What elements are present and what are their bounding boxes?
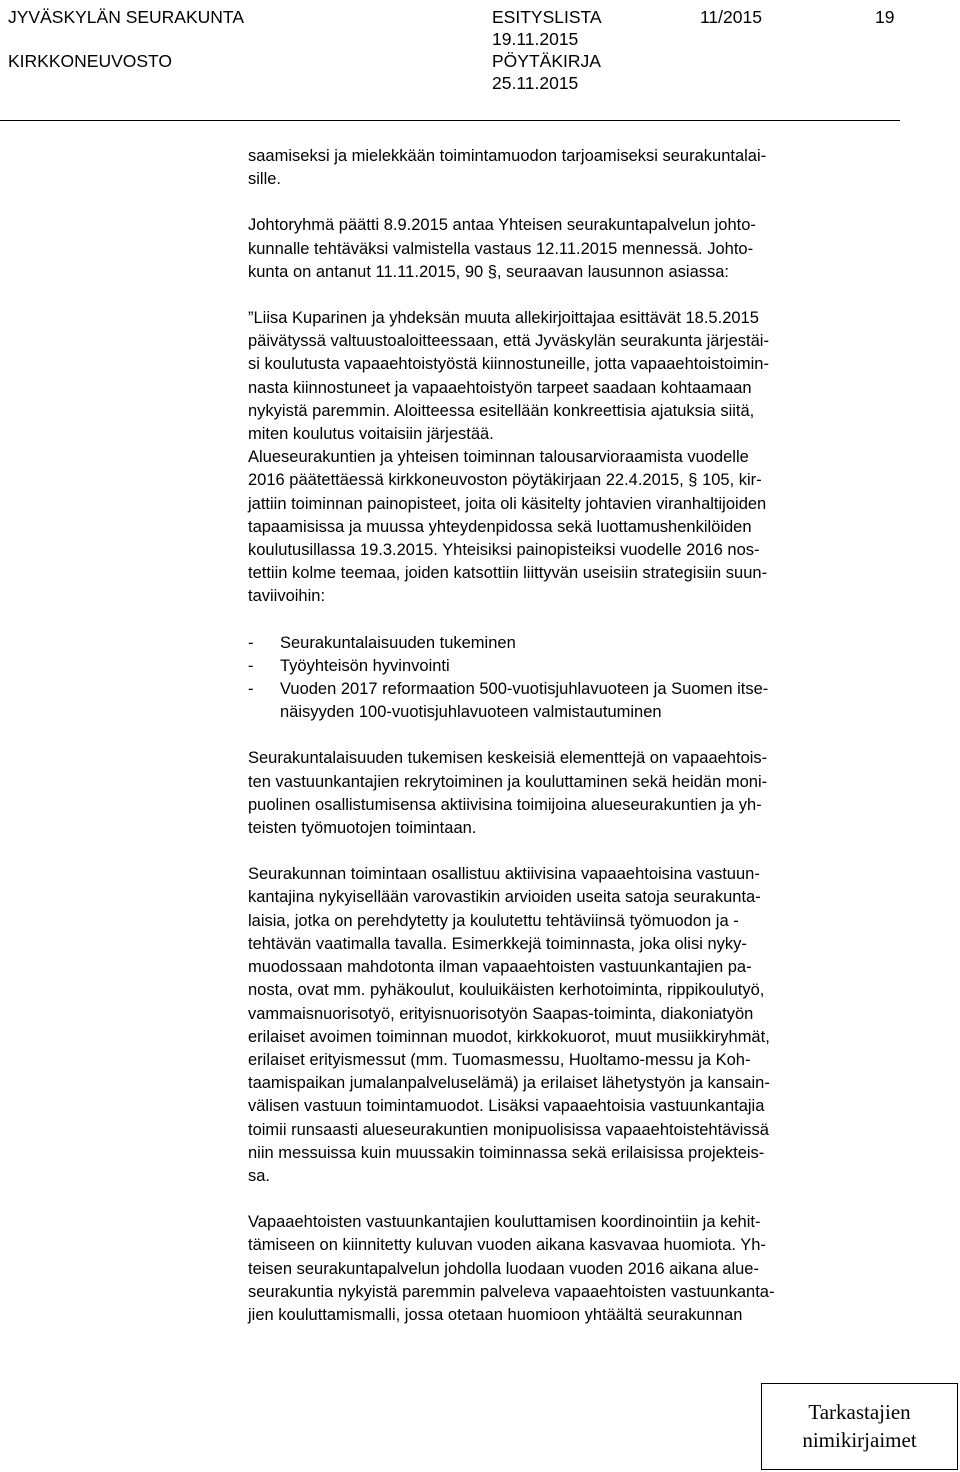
text-line: Seurakunnan toimintaan osallistuu aktiivisina vapaaehtoisina vastuun- [248, 865, 760, 884]
text-line: tehtävän vaatimalla tavalla. Esimerkkejä toiminnasta, joka olisi nyky- [248, 934, 747, 953]
text-line: erilaiset erityismessut (mm. Tuomasmessu, Huoltamo-messu ja Koh- [248, 1050, 751, 1069]
text-line: jattiin toiminnan painopisteet, joita oli käsitelty johtavien viranhaltijoiden [248, 494, 767, 513]
text-line: nykyistä paremmin. Aloitteessa esitellään konkreettisia ajatuksia siitä, [248, 401, 755, 420]
text-line: laisia, jotka on perehdytetty ja koulutettu tehtäviinsä työmuodon ja - [248, 911, 739, 930]
text-line: toimii runsaasti alueseurakuntien monipuolisissa vapaaehtoistehtävissä [248, 1120, 769, 1139]
paragraph-1 [248, 145, 898, 191]
list-item-text: näisyyden 100-vuotisjuhlavuoteen valmistautuminen [280, 703, 662, 722]
text-line: jien kouluttamismalli, jossa otetaan huomioon yhtäältä seurakunnan [248, 1305, 743, 1324]
org-name: JYVÄSKYLÄN SEURAKUNTA [8, 7, 244, 27]
text-line: päivätyssä valtuustoaloitteessaan, että Jyväskylän seurakunta järjestäi- [248, 332, 769, 351]
minutes-label: PÖYTÄKIRJA [492, 51, 601, 71]
text-line: Seurakuntalaisuuden tukemisen keskeisiä elementtejä on vapaaehtois- [248, 749, 768, 768]
text-line: tämiseen on kiinnitetty kuluvan vuoden aikana kasvavaa huomiota. Yh- [248, 1236, 766, 1255]
list-dash: - [248, 656, 254, 675]
paragraph-3-quote [248, 307, 898, 609]
board-name: KIRKKONEUVOSTO [8, 51, 173, 71]
text-line: muodossaan mahdotonta ilman vapaaehtoisten vastuunkantajien pa- [248, 958, 752, 977]
text-line: seurakuntia nykyistä paremmin palveleva vapaaehtoisten vastuunkanta- [248, 1282, 775, 1301]
signature-box [761, 1383, 958, 1470]
page-number: 19 [875, 7, 895, 27]
list-item-text: Vuoden 2017 reformaation 500-vuotisjuhlavuoteen ja Suomen itse- [280, 680, 769, 699]
minutes-date: 25.11.2015 [492, 73, 579, 93]
text-line: kunnalle tehtäväksi valmistella vastaus 12.11.2015 mennessä. Johto- [248, 239, 754, 258]
text-line: teisen seurakuntapalvelun johdolla luodaan vuoden 2016 aikana alue- [248, 1259, 759, 1278]
signature-box-label: Tarkastajien [808, 1400, 911, 1424]
text-line: saamiseksi ja mielekkään toimintamuodon tarjoamiseksi seurakuntalai- [248, 147, 767, 165]
text-line: kunta on antanut 11.11.2015, 90 §, seuraavan lausunnon asiassa: [248, 262, 730, 281]
list-dash: - [248, 633, 254, 652]
text-line: taviivoihin: [248, 587, 326, 606]
text-line: miten koulutus voitaisiin järjestää. [248, 425, 494, 444]
text-line: si koulutusta vapaaehtoistyöstä kiinnostuneille, jotta vapaaehtoistoimin- [248, 355, 769, 374]
text-line: Johtoryhmä päätti 8.9.2015 antaa Yhteisen seurakuntapalvelun johto- [248, 216, 756, 235]
text-line: vammaisnuorisotyö, erityisnuorisotyön Saapas-toiminta, diakoniatyön [248, 1004, 754, 1023]
text-line: taamispaikan jumalanpalveluselämä) ja erilaiset lähetystyön ja kansain- [248, 1074, 770, 1093]
paragraph-5 [248, 863, 898, 1188]
priority-list [248, 632, 898, 725]
text-line: niin messuissa kuin muussakin toiminnassa sekä erilaisissa projekteis- [248, 1143, 765, 1162]
header-rule [0, 120, 900, 121]
meeting-number: 11/2015 [700, 7, 762, 27]
text-line: Vapaaehtoisten vastuunkantajien kouluttamisen koordinointiin ja kehit- [248, 1213, 761, 1232]
paragraph-6 [248, 1211, 898, 1327]
text-line: 2016 päätettäessä kirkkoneuvoston pöytäkirjaan 22.4.2015, § 105, kir- [248, 471, 762, 490]
text-line: ten vastuunkantajien rekrytoiminen ja kouluttaminen sekä heidän moni- [248, 772, 768, 791]
text-line: sille. [248, 170, 282, 189]
text-line: tapaamisissa ja muussa yhteydenpidossa sekä luottamushenkilöiden [248, 517, 752, 536]
document-body [248, 145, 898, 1327]
paragraph-2 [248, 214, 898, 284]
text-line: puolinen osallistumisensa aktiivisina toimijoina alueseurakuntien ja yh- [248, 795, 762, 814]
list-item [248, 632, 898, 655]
agenda-label: ESITYSLISTA [492, 7, 602, 27]
text-line: nasta kiinnostuneet ja vapaaehtoistyön tarpeet saadaan kohtaamaan [248, 378, 752, 397]
text-line: Alueseurakuntien ja yhteisen toiminnan talousarvioraamista vuodelle [248, 448, 749, 467]
list-item [248, 655, 898, 678]
list-item-text: Työyhteisön hyvinvointi [280, 656, 450, 675]
list-item-text: Seurakuntalaisuuden tukeminen [280, 633, 516, 652]
text-line: nosta, ovat mm. pyhäkoulut, kouluikäisten kerhotoiminta, rippikoulutyö, [248, 981, 765, 1000]
text-line: kantajina nykyisellään varovastikin arvioiden useita satoja seurakunta- [248, 888, 761, 907]
text-line: sa. [248, 1166, 271, 1185]
text-line: tettiin kolme teemaa, joiden katsottiin liittyvän useisiin strategisiin suun- [248, 564, 768, 583]
agenda-date: 19.11.2015 [492, 29, 579, 49]
text-line: teisten työmuotojen toimintaan. [248, 819, 477, 838]
text-line: välisen vastuun toimintamuodot. Lisäksi vapaaehtoisia vastuunkantajia [248, 1097, 765, 1116]
text-line: ”Liisa Kuparinen ja yhdeksän muuta allekirjoittajaa esittävät 18.5.2015 [248, 309, 759, 328]
list-dash: - [248, 680, 254, 699]
text-line: koulutusillassa 19.3.2015. Yhteisiksi painopisteiksi vuodelle 2016 nos- [248, 541, 760, 560]
paragraph-4 [248, 747, 898, 840]
list-item [248, 678, 898, 724]
text-line: erilaiset avoimen toiminnan muodot, kirkkokuorot, muut musiikkiryhmät, [248, 1027, 770, 1046]
signature-box-label: nimikirjaimet [802, 1428, 917, 1452]
